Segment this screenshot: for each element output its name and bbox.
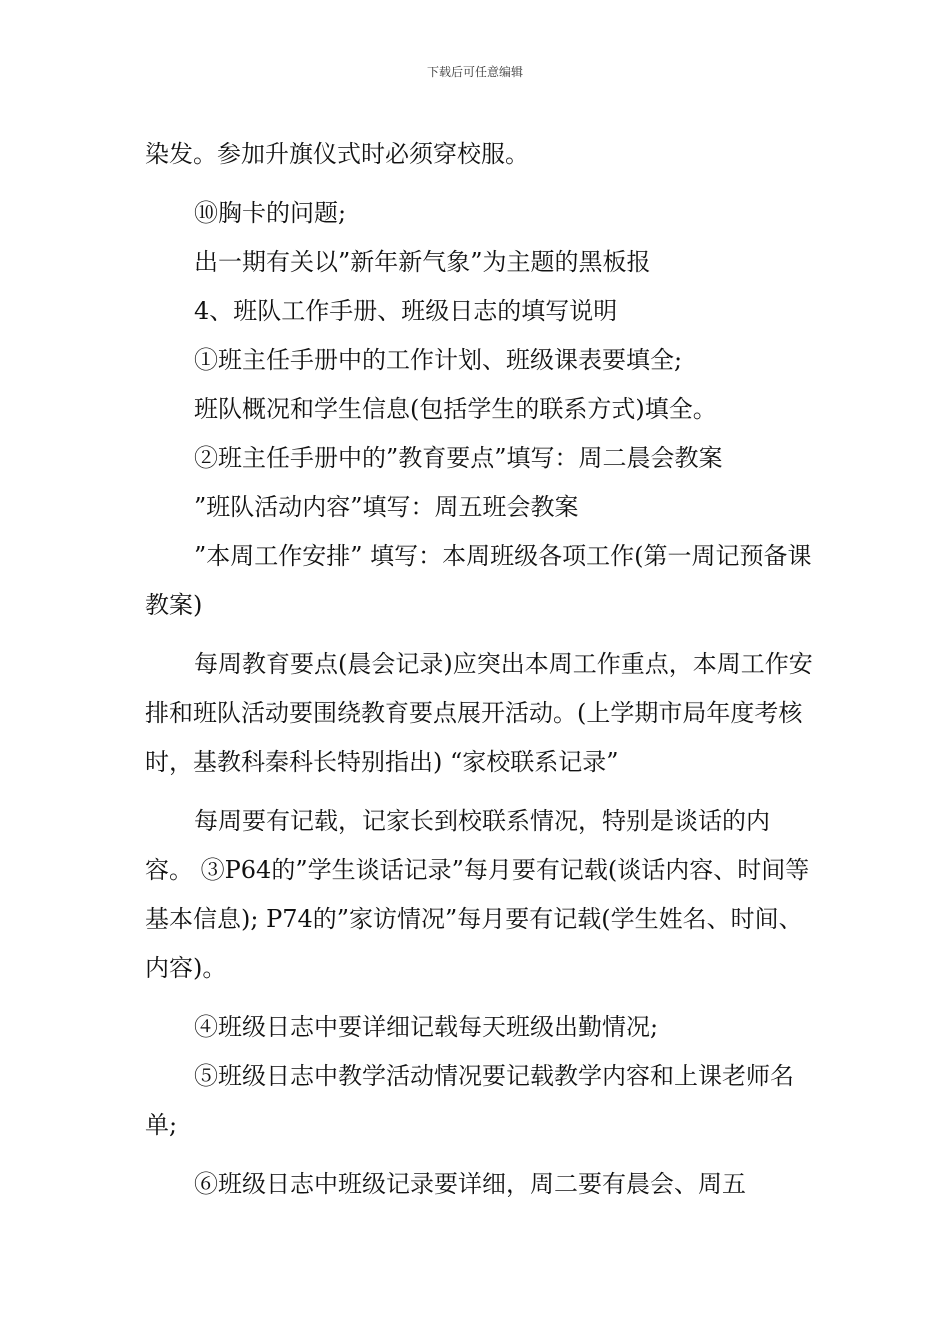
paragraph: ⑥班级日志中班级记录要详细，周二要有晨会、周五 — [194, 1170, 746, 1198]
paragraph: ”本周工作安排” 填写：本周班级各项工作(第一周记预备课教案) — [145, 542, 812, 619]
document-body — [145, 130, 815, 1209]
paragraph: 染发。参加升旗仪式时必须穿校服。 — [145, 140, 529, 168]
paragraph: ⑤班级日志中教学活动情况要记载教学内容和上课老师名单; — [145, 1062, 794, 1139]
paragraph: ”班队活动内容”填写：周五班会教案 — [194, 493, 579, 521]
paragraph: ①班主任手册中的工作计划、班级课表要填全; — [194, 346, 683, 374]
paragraph: 每周要有记载，记家长到校联系情况，特别是谈话的内容。 ③P64的”学生谈话记录”每月要有记载(谈话内容、时间等基本信息); P74的”家访情况”每月要有记载(学生姓名、时间、内容)。 — [145, 807, 810, 982]
paragraph: 班队概况和学生信息(包括学生的联系方式)填全。 — [194, 395, 717, 423]
paragraph: 出一期有关以”新年新气象”为主题的黑板报 — [194, 248, 651, 276]
paragraph: 每周教育要点(晨会记录)应突出本周工作重点，本周工作安排和班队活动要围绕教育要点展开活动。(上学期市局年度考核时，基教科秦科长特别指出) “家校联系记录” — [145, 650, 813, 776]
paragraph: ②班主任手册中的”教育要点”填写：周二晨会教案 — [194, 444, 723, 472]
page-header: 下载后可任意编辑 — [426, 65, 523, 79]
paragraph: 4、班队工作手册、班级日志的填写说明 — [194, 297, 618, 325]
paragraph: ④班级日志中要详细记载每天班级出勤情况; — [194, 1013, 659, 1041]
paragraph: ⑩胸卡的问题; — [194, 199, 347, 227]
